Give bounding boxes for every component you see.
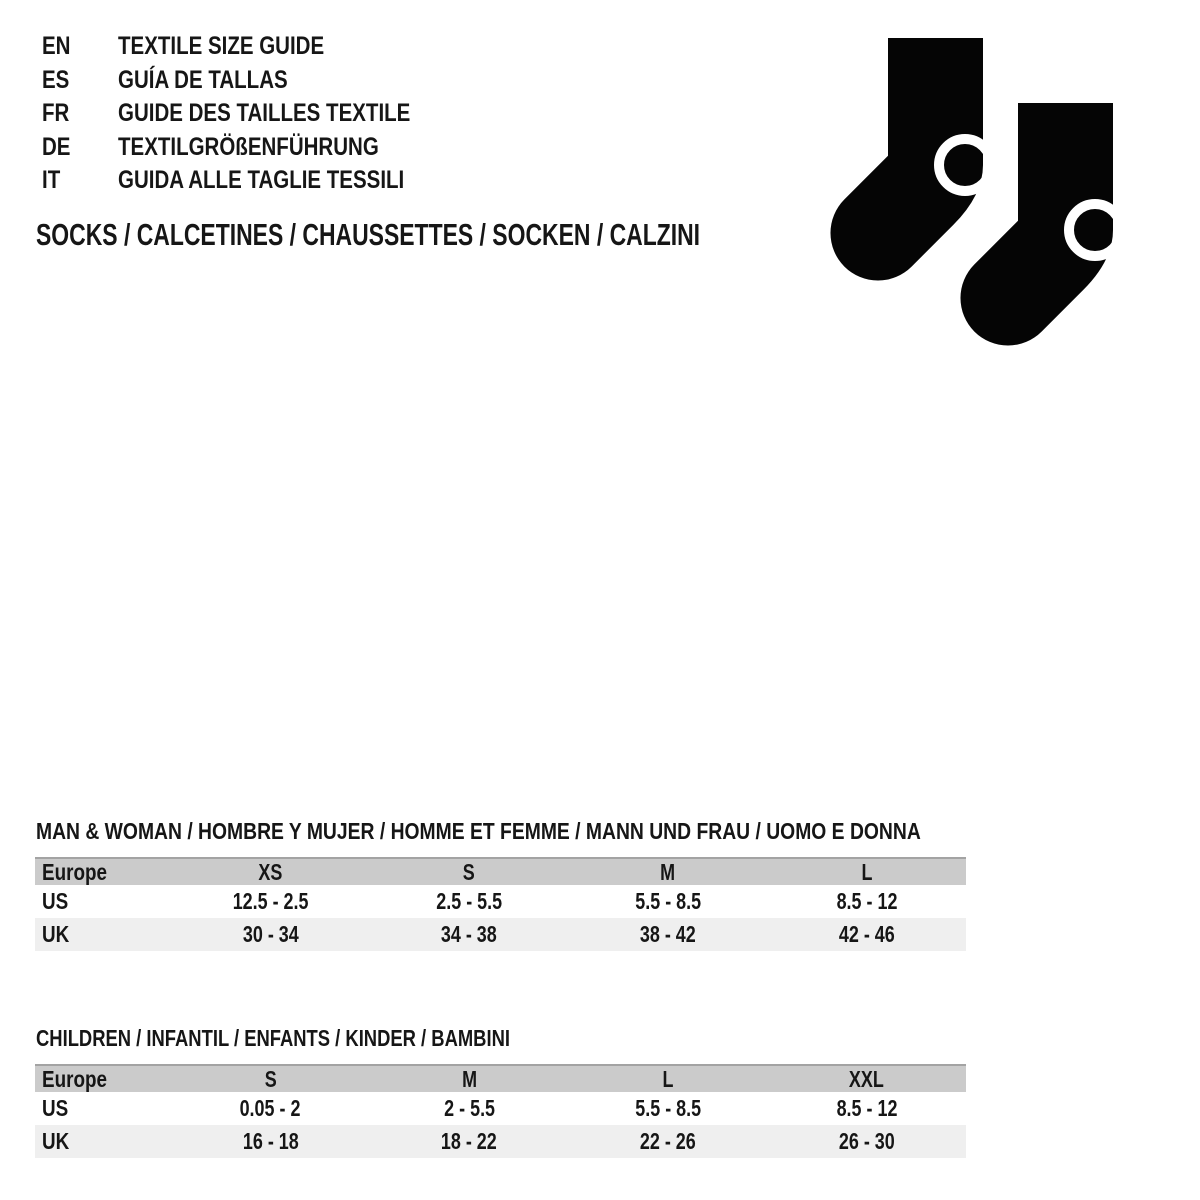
table-cell: 5.5 - 8.5 [634, 888, 701, 914]
table-cell: 18 - 22 [441, 1128, 498, 1154]
table-header-row [35, 1064, 966, 1092]
table-row-us [35, 885, 966, 918]
region-cell: US [42, 1095, 69, 1121]
table-row-uk [35, 918, 966, 951]
table-cell: 5.5 - 8.5 [634, 1095, 701, 1121]
language-label: GUIDA ALLE TAGLIE TESSILI [118, 166, 405, 195]
table-cell: 0.05 - 2 [239, 1095, 301, 1121]
region-cell: UK [42, 1128, 70, 1154]
language-row [42, 30, 475, 64]
table-cell: 2.5 - 5.5 [436, 888, 503, 914]
language-row [42, 64, 475, 98]
table-cell: 30 - 34 [242, 921, 299, 947]
table-cell: 12.5 - 2.5 [232, 888, 309, 914]
table-title-adults: MAN & WOMAN / HOMBRE Y MUJER / HOMME ET FEMME / MANN UND FRAU / UOMO E DONNA [36, 817, 921, 844]
language-code: EN [42, 32, 71, 61]
table-header-cell: M [660, 859, 676, 885]
table-header-cell: M [461, 1066, 477, 1092]
table-cell: 42 - 46 [838, 921, 895, 947]
table-cell: 16 - 18 [242, 1128, 299, 1154]
sock-shape [960, 103, 1121, 346]
table-row-us [35, 1092, 966, 1125]
table-row-uk [35, 1125, 966, 1158]
table-cell: 38 - 42 [639, 921, 696, 947]
language-row [42, 164, 475, 198]
language-label: TEXTILE SIZE GUIDE [118, 32, 325, 61]
language-code: IT [42, 166, 61, 195]
table-header-cell: L [662, 1066, 674, 1092]
table-cell: 22 - 26 [639, 1128, 696, 1154]
language-code: FR [42, 99, 70, 128]
size-table-children [35, 1064, 966, 1158]
table-cell: 2 - 5.5 [443, 1095, 495, 1121]
table-header-cell: L [861, 859, 873, 885]
region-cell: UK [42, 921, 70, 947]
table-header-cell: Europe [42, 859, 107, 885]
table-header-row [35, 857, 966, 885]
language-label: GUÍA DE TALLAS [118, 65, 288, 94]
table-header-cell: Europe [42, 1066, 107, 1092]
table-cell: 8.5 - 12 [836, 888, 898, 914]
language-label: GUIDE DES TAILLES TEXTILE [118, 99, 411, 128]
table-cell: 8.5 - 12 [836, 1095, 898, 1121]
table-header-cell: XXL [849, 1066, 885, 1092]
socks-icon [820, 30, 1150, 360]
size-table-adults [35, 857, 966, 951]
table-cell: 26 - 30 [838, 1128, 895, 1154]
sock-shape [830, 38, 991, 281]
region-cell: US [42, 888, 69, 914]
language-code: DE [42, 132, 71, 161]
table-header-cell: XS [258, 859, 283, 885]
language-row [42, 131, 475, 165]
language-label: TEXTILGRÖßENFÜHRUNG [118, 132, 379, 161]
language-code: ES [42, 65, 70, 94]
category-title: SOCKS / CALCETINES / CHAUSSETTES / SOCKEN / CALZINI [36, 217, 701, 252]
table-header-cell: S [463, 859, 476, 885]
table-header-cell: S [264, 1066, 277, 1092]
table-title-children: CHILDREN / INFANTIL / ENFANTS / KINDER / BAMBINI [36, 1024, 510, 1051]
table-cell: 34 - 38 [441, 921, 498, 947]
language-list [42, 30, 475, 198]
language-row [42, 97, 475, 131]
